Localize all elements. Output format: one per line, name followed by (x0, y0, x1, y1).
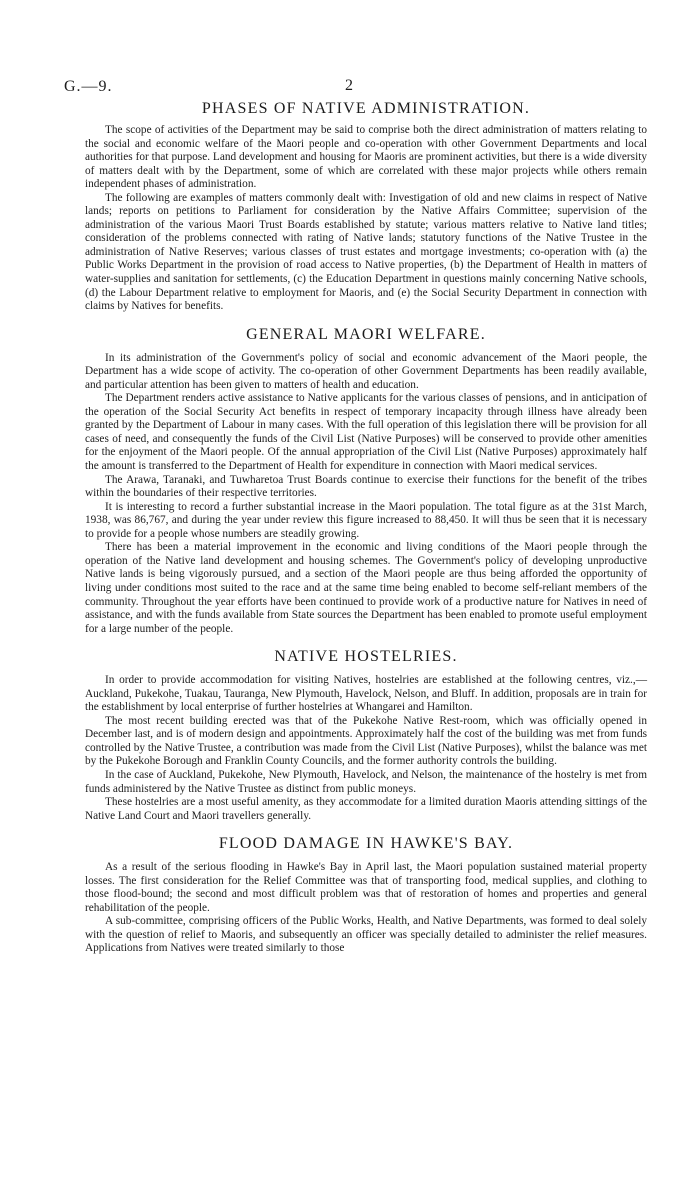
paragraph: The following are examples of matters commonly dealt with: Investigation of old and new claims in respect of Native lands; reports on petitions to Parliament for consideration by the Native Affairs Committee; supervision of the administration of the various Maori Trust Boards established by statute; various matters relative to Native land titles; consideration of the problems connected with rating of Native lands; statutory functions of the Native Trustee in the administration of Native Reserves; various classes of trust estates and mortgage investments; co-operation with (a) the Public Works Department in the provision of road access to Native properties, (b) the Department of Health in matters of water-supplies and sanitation for settlements, (c) the Education Department in questions mainly concerning Native schools, (d) the Labour Department relative to employment for Maoris, and (e) the Social Security Department in connection with claims by Natives for benefits. (85, 191, 647, 313)
paragraph: In its administration of the Government's policy of social and economic advancement of the Maori people, the Department has a wide scope of activity. The co-operation of other Government Departments has been readily available, and particular attention has been given to matters of health and education. (85, 351, 647, 391)
paragraph: The most recent building erected was that of the Pukekohe Native Rest-room, which was officially opened in December last, and is of modern design and appointments. Approximately half the cost of the building was met from funds controlled by the Native Trustee, a contribution was made from the Civil List (Native Purposes), whilst the balance was met by the Pukekohe Borough and Franklin County Councils, and the former authority controls the building. (85, 714, 647, 768)
paragraph: The scope of activities of the Department may be said to comprise both the direct administration of matters relating to the social and economic welfare of the Maori people and co-operation with other Government Departments and local authorities for that purpose. Land development and housing for Maoris are prominent activities, but there is a wide diversity of matters dealt with by the Department, some of which are correlated with these major projects while others remain independent phases of administration. (85, 124, 647, 191)
section-phases (85, 100, 647, 314)
report-code: G.—9. (64, 78, 113, 95)
document-body (85, 100, 647, 956)
page-number: 2 (345, 77, 353, 94)
paragraph: As a result of the serious flooding in Hawke's Bay in April last, the Maori population sustained material property losses. The first consideration for the Relief Committee was that of transporting food, medical supplies, and clothing to those flood-bound; the second and most difficult problem was that of restoration of homes and properties and general rehabilitation of the people. (85, 861, 647, 914)
section-heading: PHASES OF NATIVE ADMINISTRATION. (201, 100, 531, 117)
section-welfare (85, 326, 647, 636)
section-flood (85, 835, 647, 956)
paragraph: The Department renders active assistance to Native applicants for the various classes of pensions, and in anticipation of the operation of the Social Security Act benefits in respect of temporary incapacity through illness have already been granted by the Department of Labour in many cases. With the full operation of this legislation there will be provision for all cases of need, and consequently the funds of the Civil List (Native Purposes) will be conserved to provide other amenities for the enjoyment of the Maori people. Of the annual appropriation of the Civil List (Native Purposes) approximately half the amount is transferred to the Department of Health for expenditure in connection with Maori medical services. (85, 392, 647, 473)
paragraph: In order to provide accommodation for visiting Natives, hostelries are established at the following centres, viz.,—Auckland, Pukekohe, Tuakau, Tauranga, New Plymouth, Havelock, Nelson, and Bluff. In addition, proposals are in train for the establishment by local enterprise of further hostelries at Whangarei and Hamilton. (85, 674, 647, 714)
section-heading: GENERAL MAORI WELFARE. (246, 325, 486, 343)
paragraph: The Arawa, Taranaki, and Tuwharetoa Trust Boards continue to exercise their functions for the benefit of the tribes within the boundaries of their respective territories. (85, 473, 647, 500)
paragraph: These hostelries are a most useful amenity, as they accommodate for a limited duration Maoris attending sittings of the Native Land Court and Maori travellers generally. (85, 796, 647, 822)
section-hostelries (85, 648, 647, 823)
section-heading: FLOOD DAMAGE IN HAWKE'S BAY. (218, 835, 514, 853)
paragraph: There has been a material improvement in the economic and living conditions of the Maori people through the operation of the Native land development and housing schemes. The Government's policy of developing unproductive Native lands is being vigorously pursued, and a section of the Maori people are thus being afforded the opportunity of living under conditions most suited to the race and at the same time being enabled to become self-reliant members of the community. Throughout the year efforts have been continued to provide work of a productive nature for Natives in need of assistance, and with the funds available from State sources the Department has been enabled to promote useful employment for a large number of the people. (85, 541, 647, 635)
section-heading: NATIVE HOSTELRIES. (274, 648, 458, 666)
paragraph: It is interesting to record a further substantial increase in the Maori population. The total figure as at the 31st March, 1938, was 86,767, and during the year under review this figure increased to 88,450. It will thus be seen that it is necessary to provide for a people whose numbers are steadily growing. (85, 500, 647, 540)
paragraph: In the case of Auckland, Pukekohe, New Plymouth, Havelock, and Nelson, the maintenance of the hostelry is met from funds administered by the Native Trustee as distinct from public moneys. (85, 768, 647, 795)
paragraph: A sub-committee, comprising officers of the Public Works, Health, and Native Departments, was formed to deal solely with the question of relief to Maoris, and subsequently an officer was specially detailed to administer the relief measures. Applications from Natives were treated similarly to those (85, 915, 647, 955)
